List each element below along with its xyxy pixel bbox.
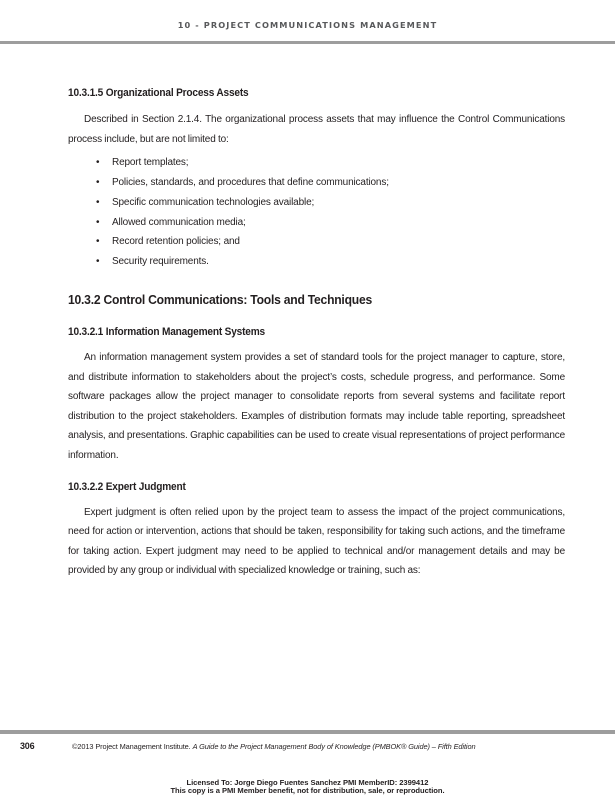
running-header	[0, 0, 615, 44]
bullet-icon: •	[96, 157, 100, 169]
list-item-text: Allowed communication media;	[112, 216, 246, 228]
list-item-text: Specific communication technologies available;	[112, 196, 315, 208]
bullet-icon: •	[96, 176, 100, 188]
bullet-icon: •	[96, 256, 100, 268]
list-item-text: Report templates;	[112, 157, 189, 169]
list-item	[96, 153, 565, 173]
page-content	[68, 87, 565, 581]
heading-expert-judgment: 10.3.2.2 Expert Judgment	[68, 480, 186, 493]
paragraph-opa-intro: Described in Section 2.1.4. The organizational process assets that may influence the Control Communications process include, but are not limited to:	[68, 114, 565, 145]
bullet-icon: •	[96, 236, 100, 248]
license-line-1: Licensed To: Jorge Diego Fuentes Sanchez PMI MemberID: 2399412	[186, 778, 429, 787]
paragraph-expert-judgment: Expert judgment is often relied upon by the project team to assess the impact of the project communications, need for action or intervention, actions that should be taken, responsibility for taking such actions, and the timeframe for taking action. Expert judgment may need to be applied to technical and/or management details and may be provided by any group or individual with specialized knowledge or training, such as:	[68, 506, 565, 577]
list-item-text: Security requirements.	[112, 256, 209, 268]
license-line-2: This copy is a PMI Member benefit, not for distribution, sale, or reproduction.	[170, 786, 445, 795]
footer-rule	[0, 730, 615, 734]
heading-organizational-process-assets: 10.3.1.5 Organizational Process Assets	[68, 87, 249, 99]
opa-bullet-list	[96, 153, 565, 272]
list-item	[96, 252, 565, 272]
heading-information-management-systems: 10.3.2.1 Information Management Systems	[68, 325, 265, 338]
list-item	[96, 193, 565, 213]
list-item-text: Policies, standards, and procedures that define communications;	[112, 176, 389, 188]
list-item-text: Record retention policies; and	[112, 236, 240, 248]
footer-citation	[72, 742, 476, 751]
bullet-icon: •	[96, 196, 100, 208]
page-number: 306	[20, 741, 35, 751]
running-header-title: 10 - PROJECT COMMUNICATIONS MANAGEMENT	[177, 20, 438, 30]
bullet-icon: •	[96, 216, 100, 228]
heading-tools-and-techniques: 10.3.2 Control Communications: Tools and Techniques	[68, 291, 372, 307]
list-item	[96, 173, 565, 193]
footer-copyright: ©2013 Project Management Institute.	[72, 742, 191, 751]
footer-book-title: A Guide to the Project Management Body of Knowledge (PMBOK® Guide) – Fifth Edition	[192, 742, 476, 751]
paragraph-information-management-systems: An information management system provides a set of standard tools for the project manager to capture, store, and distribute information to stakeholders about the project’s costs, schedule progress, and performance. Some software packages allow the project manager to consolidate reports from several systems and facilitate report distribution to the project stakeholders. Examples of distribution formats may include table reporting, spreadsheet analysis, and presentations. Graphic capabilities can be used to create visual representations of project performance information.	[68, 351, 565, 461]
list-item	[96, 213, 565, 233]
list-item	[96, 232, 565, 252]
